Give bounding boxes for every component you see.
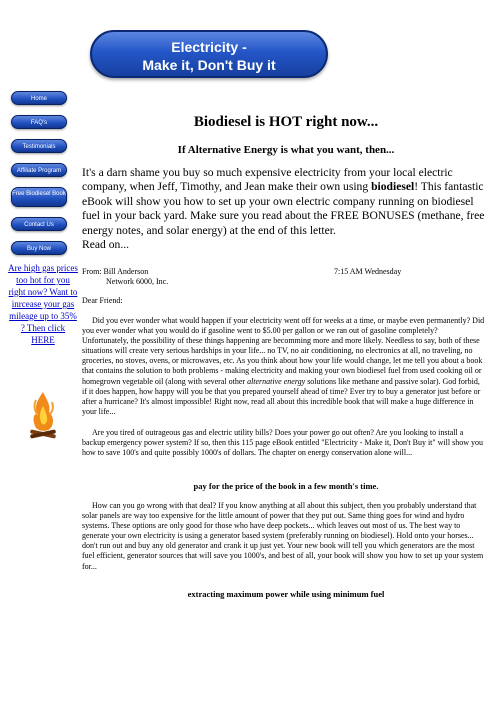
nav-free-book-button[interactable]: Free Biodiesel Book xyxy=(11,187,67,207)
intro-text-end: ! This fantastic eBook will show you how to set up your own electric company running on biodiesel fuel in your back yard. Make sure you read about the FREE BONUSES (methane, free energy notes, and solar energy) at the end of this letter. xyxy=(82,180,485,237)
paragraph-1 xyxy=(82,316,486,417)
nav-affiliate-button[interactable]: Affiliate Program xyxy=(11,163,67,177)
banner-line-1: Electricity - xyxy=(171,39,247,55)
letter-from xyxy=(82,267,168,287)
gas-mileage-link[interactable]: Are high gas prices too hot for you right now? Want to inrcease your gas mileage up to 35% ? Then click HERE xyxy=(8,263,78,345)
intro-paragraph xyxy=(82,166,486,252)
paragraph-3: How can you go wrong with that deal? If you know anything at all about this subject, then you probably understand that solar panels are way too expensive for the little amount of power that they put out. Same thing goes for wind and hydro systems. These options are only good for those who have deep pockets... which leaves out most of us. The best way to generate your own electricity is using a generator based system (preferably running on biodiesel). Hold onto your horses... don't run out and buy any old generator and crank it up just yet. Your new book will tell you which generators are the most fuel efficient, generator sources that will save you 1000's, and best of all, your book will show you how to set up your system for... xyxy=(82,501,484,571)
campfire-icon xyxy=(26,388,60,444)
letter-organization: Network 6000, Inc. xyxy=(106,277,169,286)
nav-buy-now-button[interactable]: Buy Now xyxy=(11,241,67,255)
intro-bold-biodiesel: biodiesel xyxy=(371,180,415,194)
highlight-1: pay for the price of the book in a few month's time. xyxy=(193,481,379,491)
letter-sender: From: Bill Anderson xyxy=(82,267,149,276)
nav-testimonials-button[interactable]: Testimonials xyxy=(11,139,67,153)
letter-greeting: Dear Friend: xyxy=(82,296,123,305)
nav-home-button[interactable]: Home xyxy=(11,91,67,105)
letter-time: 7:15 AM Wednesday xyxy=(334,267,402,276)
intro-read-on: Read on... xyxy=(82,238,130,252)
nav-contact-button[interactable]: Contact Us xyxy=(11,217,67,231)
page-subheadline: If Alternative Energy is what you want, then... xyxy=(177,144,395,156)
highlight-2: extracting maximum power while using minimum fuel xyxy=(187,589,385,599)
page-headline: Biodiesel is HOT right now... xyxy=(193,114,379,130)
intro-text-start: It's a darn shame you buy so much expensive electricity from your local electric company, when Jeff, Timothy, and Jean make their own using xyxy=(82,166,453,194)
paragraph-1-italic: alternative energy xyxy=(247,376,306,386)
paragraph-1-start: Did you ever wonder what would happen if your electricity went off for weeks at a time, or maybe even permanently? Did you ever wonder what you would do if gasoline went to $5.00 per gallon or we ran out of gasoline completely? Unfortunately, the possibility of these things happening are becomming more and more likely. Needless to say, both of these situations will create very serious hardships in your life... no TV, no air conditioning, no electronics at all, no traveling, no groceries, no stoves, ovens, or microwaves, etc. As you think about how your life would change, let me tell you about a book that contains the solution to both problems - making electricity and making your own biodiesel fuel from used cooking oil or homegrown vegetable oil (along with several other xyxy=(82,316,485,386)
paragraph-2: Are you tired of outrageous gas and electric utility bills? Does your power go out often? Are you looking to install a backup emergency power system? If so, then this 115 page eBook entitled "Electricity - Make it, Don't Buy it" will show you how to save 100's and quite possibly 1000's of dollars. The chapter on energy conservation alone will... xyxy=(82,428,483,458)
nav-faqs-button[interactable]: FAQ's xyxy=(11,115,67,129)
header-banner xyxy=(90,30,328,78)
paragraph-1-end: solutions like methane and passive solar). God forbid, if it does happen, how happy will you be that you prepared yourself ahead of time? Ever try to buy a generator just before or after a hurricane? It's almost impossible! Right now, read all about this incredible book that will make a huge difference in your life... xyxy=(82,376,481,416)
side-nav xyxy=(11,91,69,265)
banner-line-2: Make it, Don't Buy it xyxy=(142,57,276,73)
